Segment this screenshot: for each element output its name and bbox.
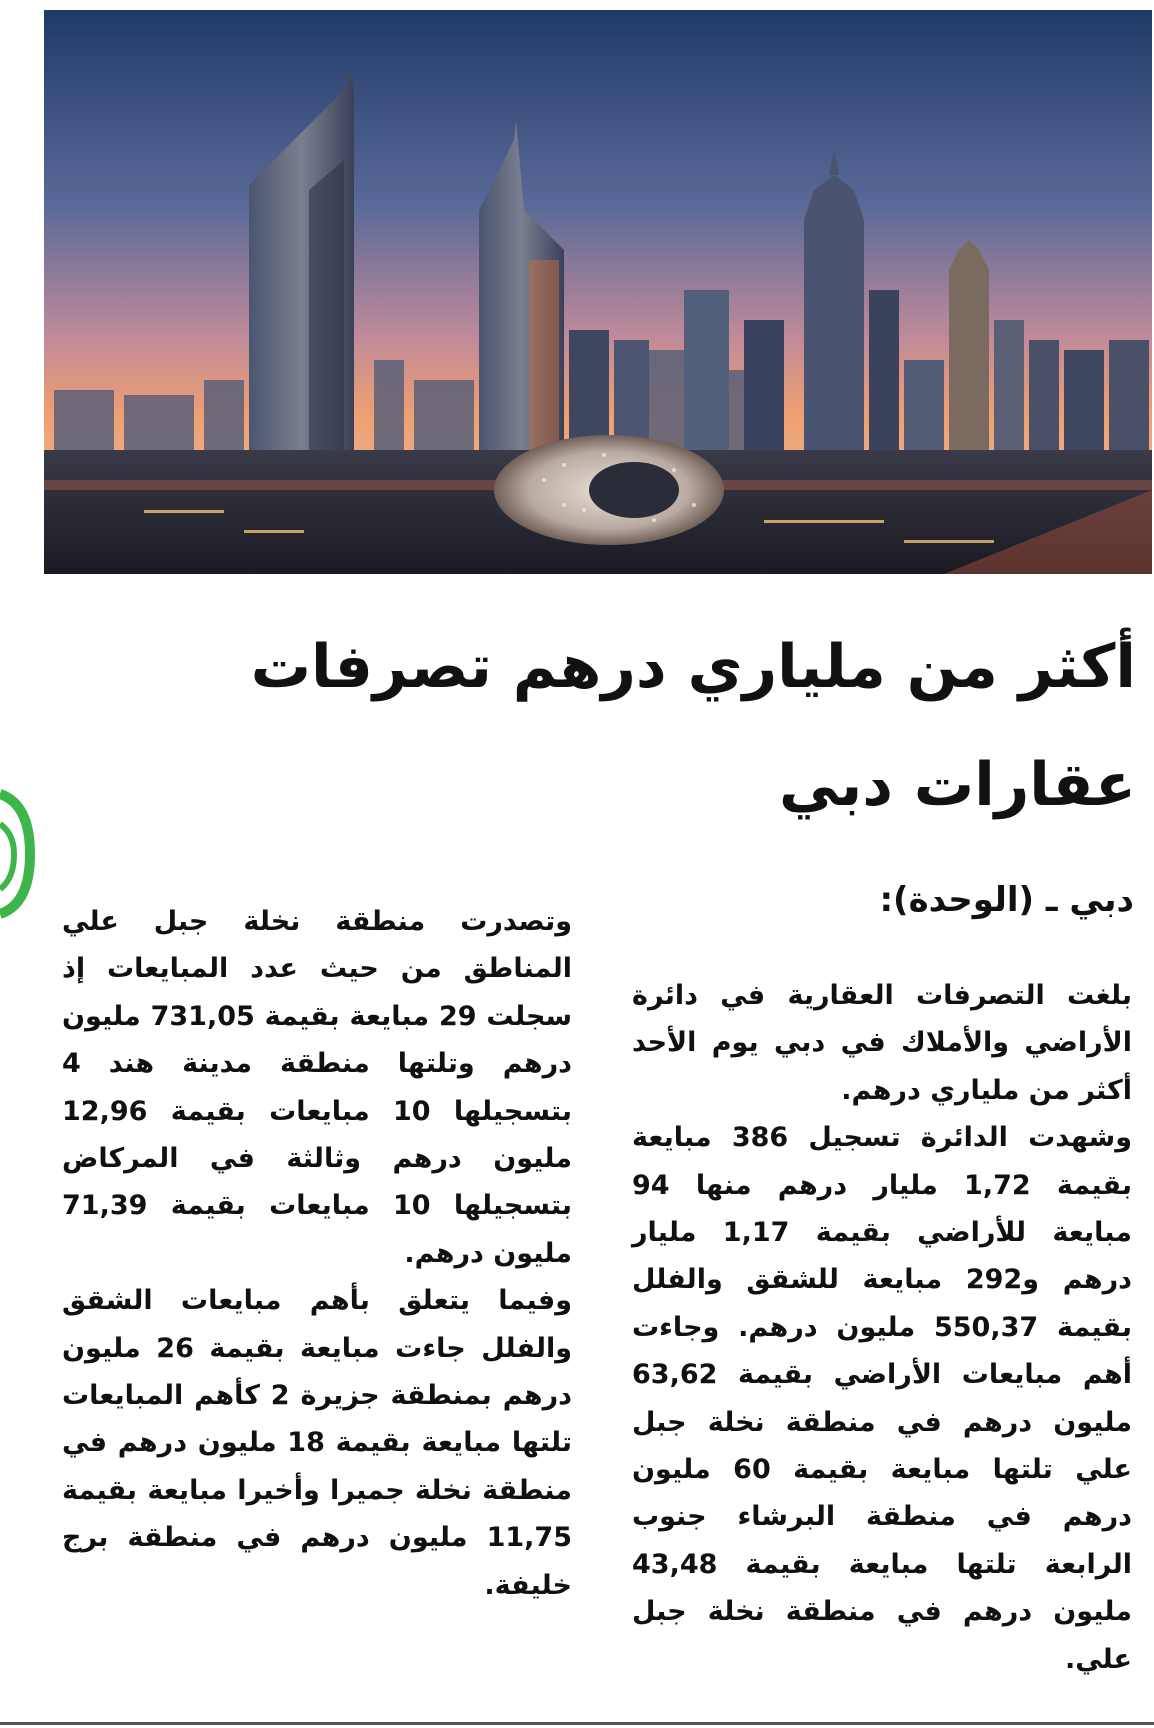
dubai-skyline-image <box>44 10 1152 574</box>
article-headline: أكثر من ملياري درهم تصرفات عقارات دبي <box>250 632 1136 820</box>
article-column-left <box>62 898 572 1609</box>
article-byline: دبي ـ (الوحدة): <box>879 880 1134 920</box>
article-column-right <box>632 972 1132 1683</box>
paragraph: وتصدرت منطقة نخلة جبل علي المناطق من حيث عدد المبايعات إذ سجلت 29 مبايعة بقيمة 731,05 مليون درهم وتلتها منطقة مدينة هند 4 بتسجيلها 10 مبايعات بقيمة 12,96 مليون درهم وثالثة في المركاض بتسجيلها 10 مبايعات بقيمة 71,39 مليون درهم. <box>62 906 573 1269</box>
green-accent-mark <box>0 784 36 924</box>
article-photo <box>44 10 1152 574</box>
paragraph: وفيما يتعلق بأهم مبايعات الشقق والفلل جاءت مبايعة بقيمة 26 مليون درهم بمنطقة جزيرة 2 كأهم المبايعات تلتها مبايعة بقيمة 18 مليون درهم في منطقة نخلة جميرا وأخيرا مبايعة بقيمة 11,75 مليون درهم في منطقة برج خليفة. <box>62 1285 572 1601</box>
paragraph: وشهدت الدائرة تسجيل 386 مبايعة بقيمة 1,72 مليار درهم منها 94 مبايعة للأراضي بقيمة 1,17 مليار درهم و292 مبايعة للشقق والفلل بقيمة 550,37 مليون درهم. وجاءت أهم مبايعات الأراضي بقيمة 63,62 مليون درهم في منطقة نخلة جبل علي تلتها مبايعة بقيمة 60 مليون درهم في منطقة البرشاء جنوب الرابعة تلتها مبايعة بقيمة 43,48 مليون درهم في منطقة نخلة جبل علي. <box>632 1122 1133 1675</box>
paragraph: بلغت التصرفات العقارية في دائرة الأراضي والأملاك في دبي يوم الأحد أكثر من ملياري درهم. <box>632 980 1132 1106</box>
page-bottom-rule <box>0 1722 1154 1725</box>
